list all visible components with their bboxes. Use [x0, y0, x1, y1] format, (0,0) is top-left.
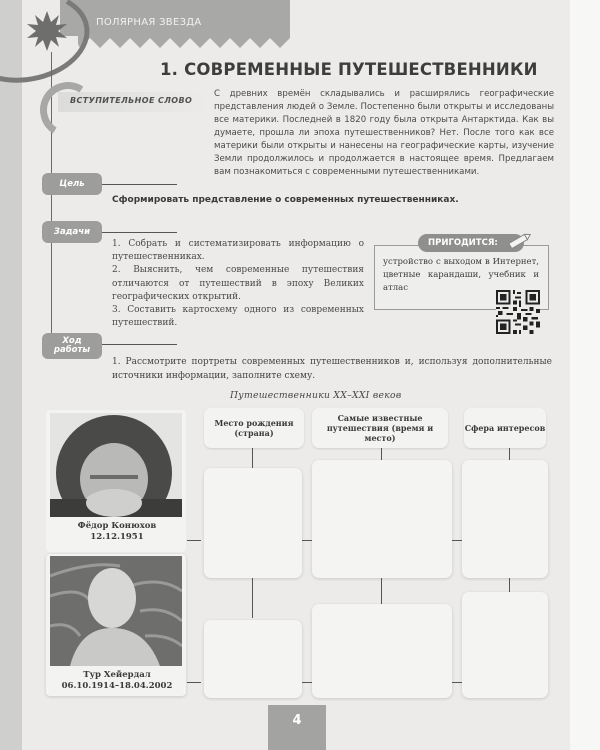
column-header-journeys: Самые известные путешествия (время и место)	[312, 408, 448, 448]
task-item: 3. Составить картосхему одного из современных путешествий.	[112, 305, 364, 329]
page-title: 1. СОВРЕМЕННЫЕ ПУТЕШЕСТВЕННИКИ	[160, 60, 538, 79]
traveler-dates: 06.10.1914–18.04.2002	[61, 680, 173, 691]
traveler-name: Фёдор Конюхов	[77, 521, 157, 531]
task-item: 2. Выяснить, чем современные путешествия отличаются от путешествий в эпоху Великих географических открытий.	[112, 265, 364, 302]
connector-line	[302, 682, 312, 683]
cell-konyukhov-journeys[interactable]	[312, 460, 452, 578]
column-header-birthplace: Место рождения (страна)	[204, 408, 304, 448]
useful-label: ПРИГОДИТСЯ:	[418, 234, 524, 252]
page-gutter	[0, 0, 22, 750]
connector-line	[187, 540, 201, 541]
workflow-tag-label: Ход работы	[53, 336, 91, 355]
zigzag-decoration-icon	[78, 36, 290, 48]
goal-tag: Цель	[42, 173, 102, 195]
portrait-caption-heyerdahl	[46, 670, 188, 691]
polar-star-icon	[26, 10, 68, 52]
pencil-icon	[506, 233, 532, 249]
connector-line	[452, 540, 462, 541]
tasks-tag: Задачи	[42, 221, 102, 243]
cell-heyerdahl-birthplace[interactable]	[204, 620, 302, 698]
task-item: 1. Собрать и систематизировать информацию о путешественниках.	[112, 239, 364, 263]
useful-text: устройство с выходом в Интернет, цветные карандаши, учебник и атлас	[383, 257, 539, 293]
tasks-list	[112, 238, 364, 330]
cell-heyerdahl-interests[interactable]	[462, 592, 548, 698]
connector-line	[509, 448, 510, 460]
column-header-interests: Сфера интересов	[464, 408, 546, 448]
traveler-name: Тур Хейердал	[83, 670, 151, 680]
portrait-caption-konyukhov	[46, 521, 188, 542]
cell-heyerdahl-journeys[interactable]	[312, 604, 452, 698]
connector-line	[187, 682, 201, 683]
cell-konyukhov-interests[interactable]	[462, 460, 548, 578]
connector-line	[302, 540, 312, 541]
connector-line	[452, 682, 462, 683]
connector-line	[252, 578, 253, 618]
scheme-title: Путешественники XX–XXI веков	[230, 390, 402, 401]
workflow-tag-line	[102, 344, 177, 345]
workflow-tag	[42, 333, 102, 359]
goal-text: Сформировать представление о современных путешественниках.	[112, 195, 459, 205]
intro-label: ВСТУПИТЕЛЬНОЕ СЛОВО	[70, 96, 193, 105]
portrait-photo-heyerdahl	[50, 556, 182, 666]
traveler-dates: 12.12.1951	[90, 531, 144, 542]
page-margin	[570, 0, 600, 750]
connector-line	[381, 578, 382, 604]
connector-line	[381, 448, 382, 460]
running-title: ПОЛЯРНАЯ ЗВЕЗДА	[96, 17, 202, 28]
portrait-photo-konyukhov	[50, 413, 182, 517]
tasks-tag-line	[102, 232, 177, 233]
intro-text: С древних времён складывались и расширялись географические представления людей о Земле. Постепенно были открыты и исследованы все материки. Последней в 1820 году была открыта Антарктида. Как вы думаете, прошла ли эпоха путешественников? Нет. После того как все материки были открыты и нанесены на географические карты, изучение Земли продолжилось и продолжается в настоящее время. Предлагаем вам познакомиться с современными путешественниками.	[214, 89, 554, 177]
workflow-step-1: 1. Рассмотрите портреты современных путешественников и, используя дополнительные источники информации, заполните схему.	[112, 357, 552, 381]
qr-code-icon[interactable]	[496, 290, 540, 334]
goal-tag-line	[102, 184, 177, 185]
page-number: 4	[268, 705, 326, 750]
cell-konyukhov-birthplace[interactable]	[204, 468, 302, 578]
